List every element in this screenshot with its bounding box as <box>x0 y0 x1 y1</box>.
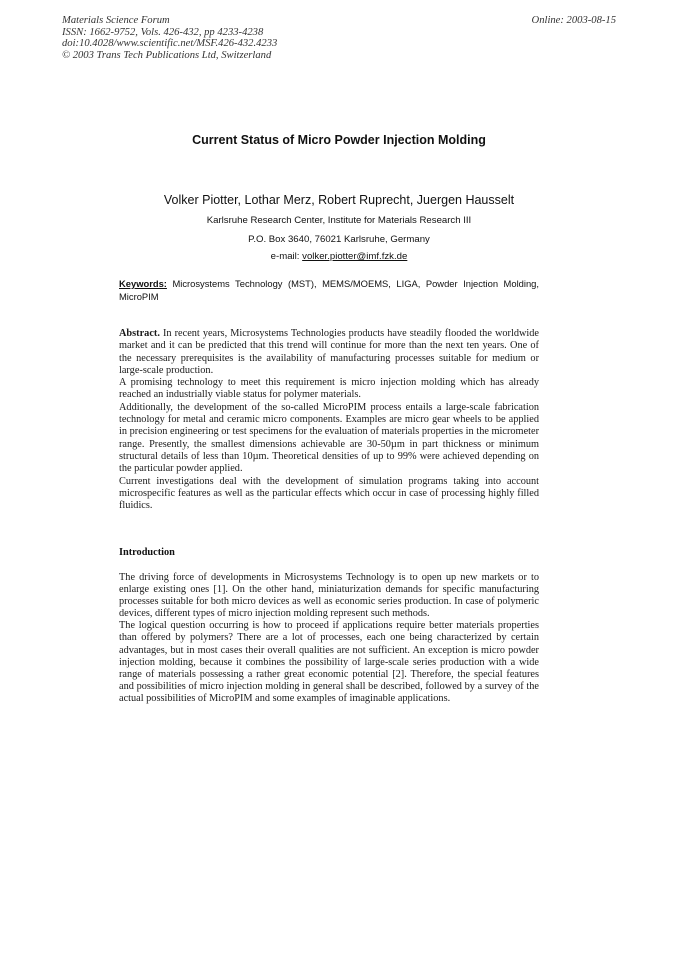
abstract-paragraph-1-text: In recent years, Microsystems Technologies products have steadily flooded the worldwide market and it can be predicted that this trend will continue for more than the next ten years. One of the necessary prerequisites is the availability of manufacturing processes suitable for medium or large-scale production. <box>119 328 540 376</box>
abstract-paragraph-2: A promising technology to meet this requirement is micro injection molding which has already reached an industrially viable status for polymer materials. <box>119 377 539 401</box>
abstract-paragraph-3: Additionally, the development of the so-called MicroPIM process entails a large-scale fabrication technology for metal and ceramic micro components. Examples are micro gear wheels to be applied in precision engineering or test specimens for the evaluation of materials properties in the micrometer range. Presently, the smallest dimensions achievable are 30-50µm in part thickness or minimum structural details of less than 10µm. Theoretical densities of up to 99% were achieved depending on the particular powder applied. <box>119 401 539 475</box>
introduction-paragraph-2: The logical question occurring is how to proceed if applications require better materials properties than offered by polymers? There are a lot of processes, each one being characterized by certain advantages, but in most cases their overall qualities are not sufficient. An exception is micro powder injection molding, because it combines the possibility of large-scale series production with a wide range of materials possessing a rather great economic potential [2]. Therefore, the special features and possibilities of micro injection molding in general shall be described, followed by a survey of the actual possibilities of MicroPIM and some examples of imaginable applications. <box>119 620 539 704</box>
paper-title: Current Status of Micro Powder Injection Molding <box>192 133 486 147</box>
introduction-heading: Introduction <box>119 547 175 558</box>
email-label: e-mail: <box>270 251 300 262</box>
keywords-text: Microsystems Technology (MST), MEMS/MOEMS, LIGA, Powder Injection Molding, MicroPIM <box>119 278 539 302</box>
abstract-paragraph-4: Current investigations deal with the development of simulation programs taking into account microspecific features as well as the particular effects which occur in case of processing highly filled fluidics. <box>119 475 539 512</box>
introduction-section <box>119 572 539 705</box>
email-line <box>0 251 678 262</box>
introduction-paragraph-1: The driving force of developments in Microsystems Technology is to open up new markets or to enlarge existing ones [1]. On the other hand, miniaturization demands for specific manufacturing processes suitable for both micro devices as well as economic series production. In case of polymeric devices, different types of micro injection molding represent such methods. <box>119 572 539 620</box>
abstract-label: Abstract. <box>119 328 160 339</box>
journal-name: Materials Science Forum <box>62 15 170 26</box>
journal-metadata <box>62 15 277 61</box>
doi-line: doi:10.4028/www.scientific.net/MSF.426-432.4233 <box>62 38 278 50</box>
keywords-section <box>119 278 539 303</box>
issn-line: ISSN: 1662-9752, Vols. 426-432, pp 4233-4238 <box>62 26 264 38</box>
postal-address: P.O. Box 3640, 76021 Karlsruhe, Germany <box>248 234 430 245</box>
abstract-section <box>119 328 539 512</box>
author-list: Volker Piotter, Lothar Merz, Robert Ruprecht, Juergen Hausselt <box>163 193 515 207</box>
keywords-label: Keywords: <box>119 278 167 289</box>
online-date: Online: 2003-08-15 <box>531 15 616 26</box>
email-link[interactable]: volker.piotter@imf.fzk.de <box>302 251 408 262</box>
affiliation: Karlsruhe Research Center, Institute for Materials Research III <box>206 215 472 226</box>
copyright-line: © 2003 Trans Tech Publications Ltd, Switzerland <box>62 49 272 61</box>
abstract-paragraph-1 <box>119 328 539 377</box>
